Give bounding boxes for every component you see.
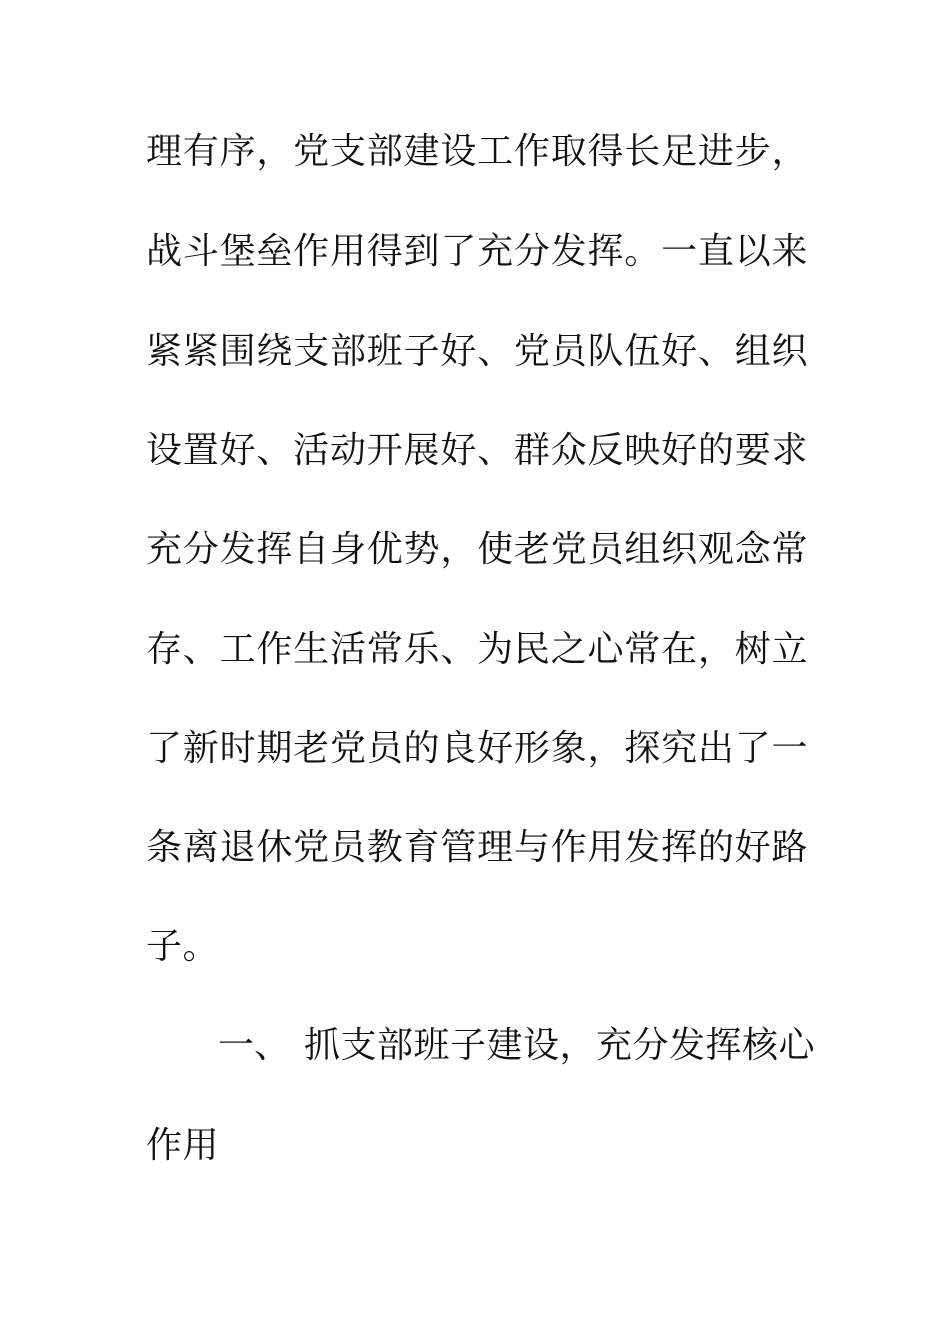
paragraph-line-7: 了新时期老党员的良好形象，探究出了一 bbox=[146, 728, 808, 769]
paragraph-line-4: 设置好、活动开展好、群众反映好的要求 bbox=[146, 430, 808, 471]
paragraph-line-2: 战斗堡垒作用得到了充分发挥。一直以来 bbox=[146, 231, 808, 272]
paragraph-line-3: 紧紧围绕支部班子好、党员队伍好、组织 bbox=[146, 331, 808, 372]
paragraph-line-1: 理有序，党支部建设工作取得长足进步， bbox=[146, 131, 808, 172]
section-heading-title-continued: 作用 bbox=[146, 1125, 220, 1166]
paragraph-line-9: 子。 bbox=[146, 926, 220, 967]
paragraph-line-5: 充分发挥自身优势，使老党员组织观念常 bbox=[146, 529, 808, 570]
section-heading bbox=[146, 1016, 816, 1076]
section-heading-number: 一、 bbox=[218, 1025, 291, 1066]
paragraph-line-8: 条离退休党员教育管理与作用发挥的好路 bbox=[146, 827, 808, 868]
paragraph-line-6: 存、工作生活常乐、为民之心常在，树立 bbox=[146, 629, 808, 670]
section-heading-title: 抓支部班子建设，充分发挥核心 bbox=[304, 1025, 816, 1066]
